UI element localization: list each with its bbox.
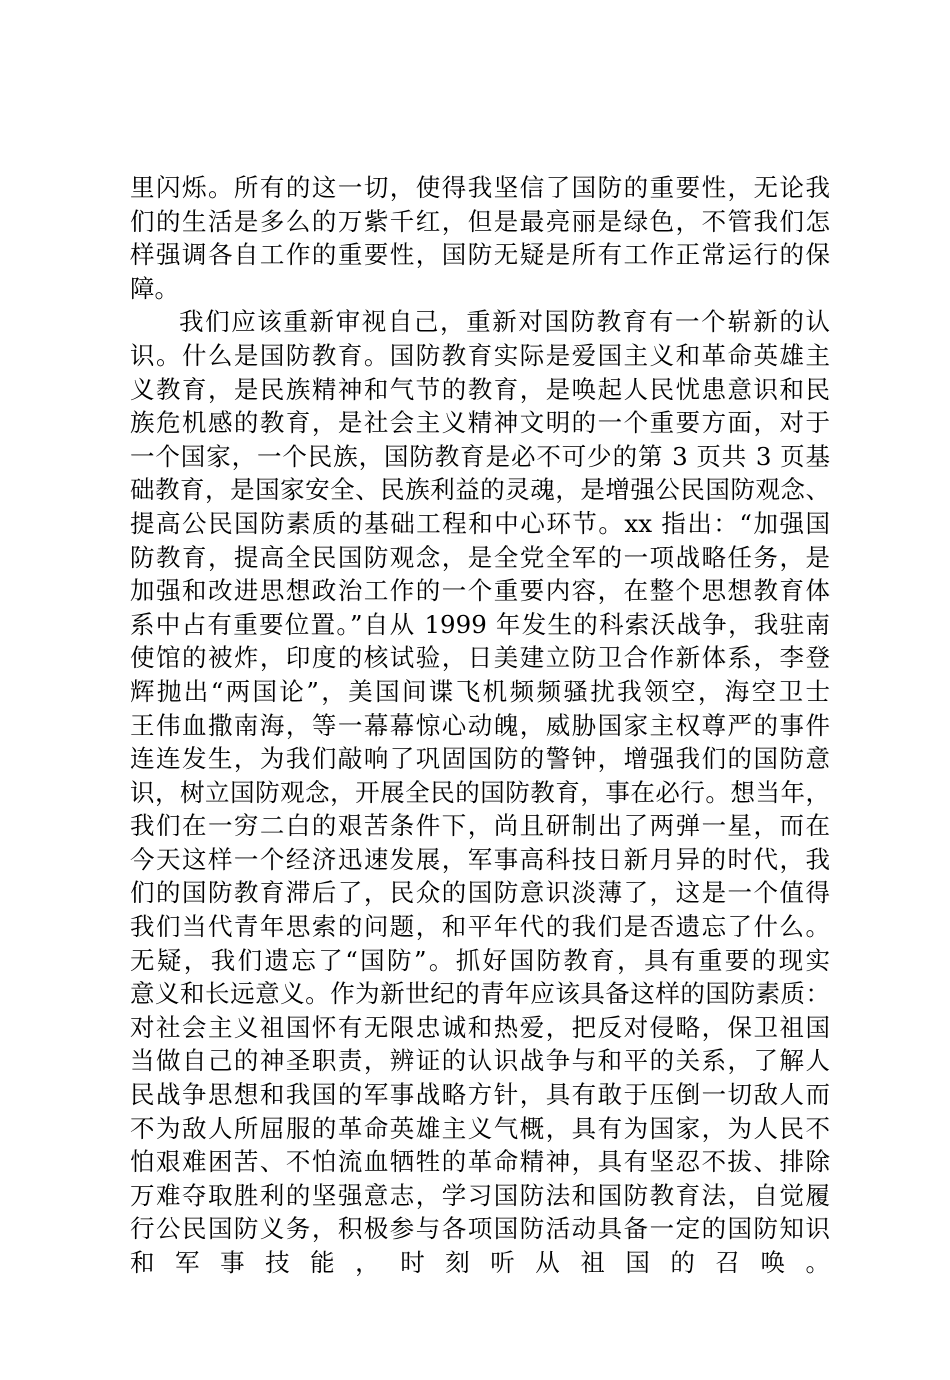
text-line: 族危机感的教育，是社会主义精神文明的一个重要方面，对于 — [130, 408, 830, 438]
text-line: 王伟血撒南海，等一幕幕惊心动魄，威胁国家主权尊严的事件 — [130, 710, 830, 740]
text-line: 和军事技能，时刻听从祖国的召唤。 — [130, 1248, 830, 1277]
text-line: 系中占有重要位置。”自从 1999 年发生的科索沃战争，我驻南 — [130, 609, 830, 639]
text-line: 们的国防教育滞后了，民众的国防意识淡薄了，这是一个值得 — [130, 878, 830, 908]
text-line: 识。什么是国防教育。国防教育实际是爱国主义和革命英雄主 — [130, 340, 830, 370]
text-line — [130, 1347, 830, 1380]
text-line: 我们在一穷二白的艰苦条件下，尚且研制出了两弹一星，而在 — [130, 811, 830, 841]
text-line: 意义和长远意义。作为新世纪的青年应该具备这样的国防素质： — [130, 979, 830, 1009]
text-line: 今天这样一个经济迅速发展，军事高科技日新月异的时代，我 — [130, 844, 830, 874]
text-line: 义教育，是民族精神和气节的教育，是唤起人民忧患意识和民 — [130, 374, 830, 404]
paragraph — [130, 171, 830, 305]
body-text — [130, 171, 830, 1380]
text-line: 我们当代青年思索的问题，和平年代的我们是否遗忘了什么。 — [130, 912, 830, 942]
text-line: 提高公民国防素质的基础工程和中心环节。xx 指出：“加强国 — [130, 508, 830, 538]
text-line: 防教育，提高全民国防观念，是全党全军的一项战略任务，是 — [130, 542, 830, 572]
text-line: 行公民国防义务，积极参与各项国防活动具备一定的国防知识 — [130, 1214, 830, 1244]
text-line: 础教育，是国家安全、民族利益的灵魂，是增强公民国防观念、 — [130, 475, 830, 505]
text-line: 使馆的被炸，印度的核试验，日美建立防卫合作新体系，李登 — [130, 643, 830, 673]
text-line: 我们应该重新审视自己，重新对国防教育有一个崭新的认 — [179, 307, 830, 337]
text-line: 万难夺取胜利的坚强意志，学习国防法和国防教育法，自觉履 — [130, 1180, 830, 1210]
text-line: 加强和改进思想政治工作的一个重要内容，在整个思想教育体 — [130, 576, 830, 606]
paragraph — [130, 305, 830, 1380]
text-line: 里闪烁。所有的这一切，使得我坚信了国防的重要性，无论我 — [130, 173, 830, 202]
text-line: 样强调各自工作的重要性，国防无疑是所有工作正常运行的保 — [130, 240, 830, 270]
text-line: 怕艰难困苦、不怕流血牺牲的革命精神，具有坚忍不拔、排除 — [130, 1147, 830, 1177]
text-line: 辉抛出“两国论”，美国间谍飞机频频骚扰我领空，海空卫士 — [130, 676, 830, 706]
text-line: 障。 — [130, 273, 179, 303]
text-line: 对社会主义祖国怀有无限忠诚和热爱，把反对侵略，保卫祖国 — [130, 1012, 830, 1042]
text-line — [130, 1280, 830, 1314]
text-line: 无疑，我们遗忘了“国防”。抓好国防教育，具有重要的现实 — [130, 945, 830, 975]
text-line: 民战争思想和我国的军事战略方针，具有敢于压倒一切敌人而 — [130, 1080, 830, 1110]
text-line: 识，树立国防观念，开展全民的国防教育，事在必行。想当年， — [130, 777, 830, 807]
text-line: 不为敌人所屈服的革命英雄主义气概，具有为国家，为人民不 — [130, 1113, 830, 1143]
text-line: 连连发生，为我们敲响了巩固国防的警钟，增强我们的国防意 — [130, 744, 830, 774]
text-line: 们的生活是多么的万紫千红，但是最亮丽是绿色，不管我们怎 — [130, 206, 830, 236]
text-line — [130, 1313, 830, 1347]
text-line: 当做自己的神圣职责，辨证的认识战争与和平的关系，了解人 — [130, 1046, 830, 1076]
text-line: 一个国家，一个民族，国防教育是必不可少的第 3 页共 3 页基 — [130, 441, 830, 471]
